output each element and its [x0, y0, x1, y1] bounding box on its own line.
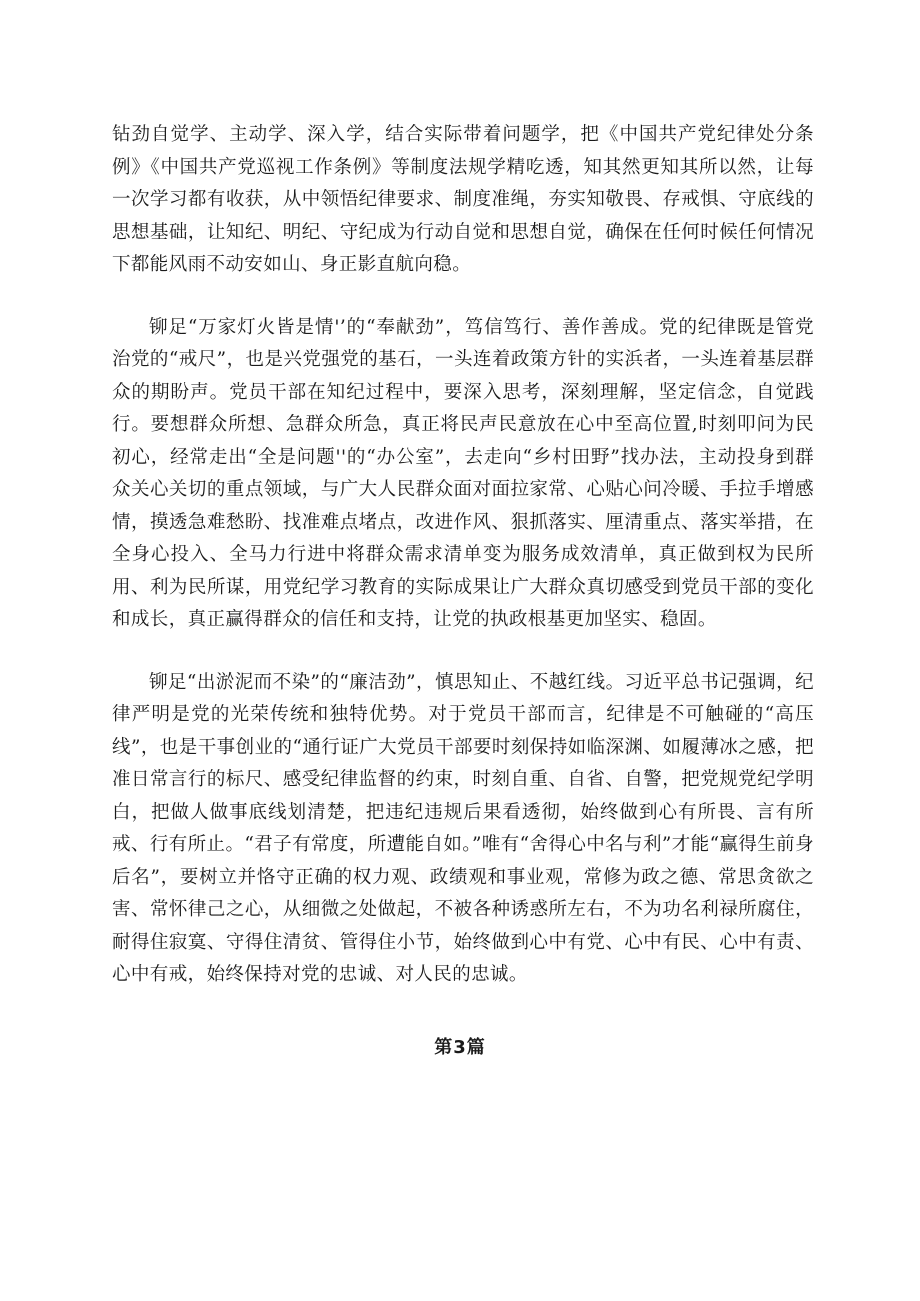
- paragraph-3: 铆足“出淤泥而不染”的“廉洁劲”，慎思知止、不越红线。习近平总书记强调，纪律严明是党的光荣传统和独特优势。对于党员干部而言，纪律是不可触碰的“高压线”，也是干事创业的“通行证广大党员干部要时刻保持如临深渊、如履薄冰之感，把准日常言行的标尺、感受纪律监督的约束，时刻自重、自省、自警，把党规党纪学明白，把做人做事底线划清楚，把违纪违规后果看透彻，始终做到心有所畏、言有所戒、行有所止。“君子有常度，所遭能自如。”唯有“舍得心中名与利”才能“赢得生前身后名”，要树立并恪守正确的权力观、政绩观和事业观，常修为政之德、常思贪欲之害、常怀律己之心，从细微之处做起，不被各种诱惑所左右，不为功名利禄所腐住，耐得住寂寞、守得住清贫、管得住小节，始终做到心中有党、心中有民、心中有责、心中有戒，始终保持对党的忠诚、对人民的忠诚。: [112, 671, 814, 985]
- section-heading: 第3篇: [434, 1037, 486, 1058]
- paragraph-2: 铆足“万家灯火皆是情'’的“奉献劲”，笃信笃行、善作善成。党的纪律既是管党治党的“戒尺”，也是兴党强党的基石，一头连着政策方针的实浜者，一头连着基层群众的期盼声。党员干部在知纪过程中，要深入思考，深刻理解，坚定信念，自觉践行。要想群众所想、急群众所急，真正将民声民意放在心中至高位置,时刻叩问为民初心，经常走出“全是问题''的“办公室”，去走向“乡村田野”找办法，主动投身到群众关心关切的重点领域，与广大人民群众面对面拉家常、心贴心问冷暖、手拉手增感情，摸透急难愁盼、找准难点堵点，改进作风、狠抓落实、厘清重点、落实举措，在全身心投入、全马力行进中将群众需求清单变为服务成效清单，真正做到权为民所用、利为民所谋，用党纪学习教育的实际成果让广大群众真切感受到党员干部的变化和成长，真正赢得群众的信任和支持，让党的执政根基更加坚实、稳固。: [112, 316, 814, 630]
- paragraph-1: 钻劲自觉学、主动学、深入学，结合实际带着问题学，把《中国共产党纪律处分条例》《中国共产党巡视工作条例》等制度法规学精吃透，知其然更知其所以然，让每一次学习都有收获，从中领悟纪律要求、制度准绳，夯实知敬畏、存戒惧、守底线的思想基础，让知纪、明纪、守纪成为行动自觉和思想自觉，确保在任何时候任何情况下都能风雨不动安如山、身正影直航向稳。: [112, 124, 814, 275]
